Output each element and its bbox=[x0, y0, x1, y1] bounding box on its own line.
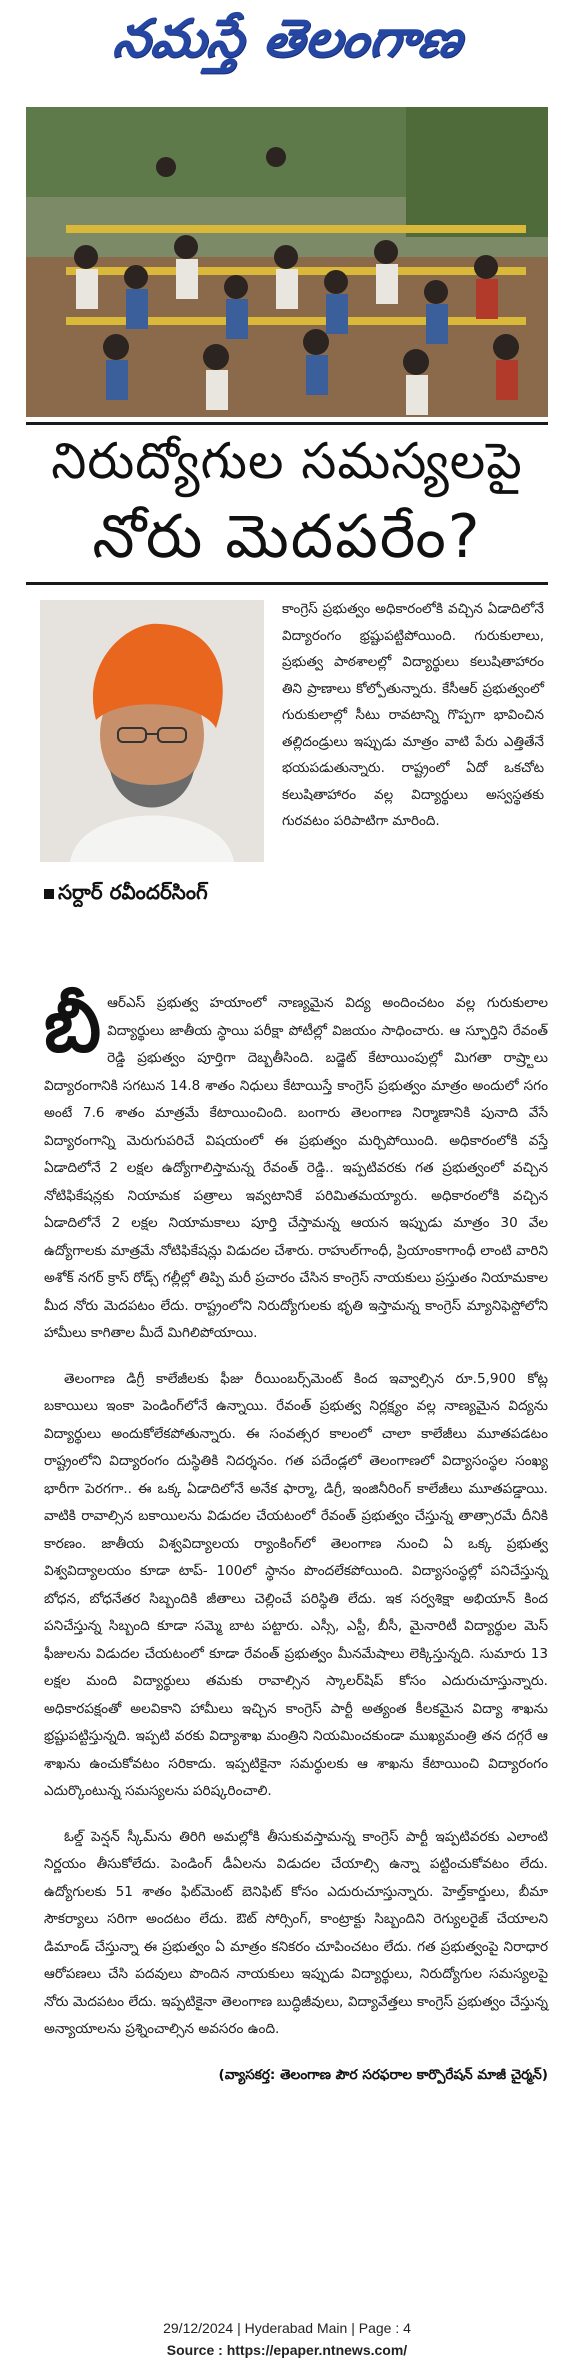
body-paragraph-2: తెలంగాణ డిగ్రీ కాలేజీలకు ఫీజు రీయింబర్స్‌మెంట్ కింద ఇవ్వాల్సిన రూ.5,900 కోట్ల బకాయిలు ఇంకా పెండింగ్‌లోనే ఉన్నాయి. రేవంత్ ప్రభుత్వ నిర్లక్ష్యం వల్ల నాణ్యమైన విద్యను విద్యార్థులు అందుకోలేకపోతున్నారు. ఈ సంవత్సర కాలంలో చాలా కాలేజీలు మూతపడటం రాష్ట్రంలోని విద్యారంగం దుస్థితికి నిదర్శనం. గత పదేండ్లలో తెలంగాణలో విద్యాసంస్థల సంఖ్య భారీగా పెరగగా.. ఈ ఒక్క ఏడాదిలోనే అనేక ఫార్మా, డిగ్రీ, ఇంజినీరింగ్ కాలేజీలు మూతపడ్డాయి. వాటికి రావాల్సిన బకాయిలను విడుదల చేయటంలో రేవంత్ ప్రభుత్వం చేస్తున్న తాత్సారమే దీనికి కారణం. జాతీయ విశ్వవిద్యాలయ ర్యాంకింగ్‌లో తెలంగాణ నుంచి ఏ ఒక్క ప్రభుత్వ విశ్వవిద్యాలయం కూడా టాప్- 100లో స్థానం పొందలేకపోయింది. విద్యాసంస్థల్లో పనిచేస్తున్న బోధన, బోధనేతర సిబ్బందికి జీతాలు చెల్లించే పరిస్థితి లేదు. ఇక సర్వశిక్షా అభియాన్ కింద పనిచేస్తున్న సిబ్బంది కూడా సమ్మె బాట పట్టారు. ఎస్సీ, ఎస్టీ, బీసీ, మైనారిటీ విద్యార్థుల మెస్ ఫీజులను విడుదల చేయటంలో కూడా రేవంత్ ప్రభుత్వం మీనమేషాలు లెక్కిస్తున్నది. సుమారు 13 లక్షల మంది విద్యార్థులు తమకు రావాల్సిన స్కాలర్‌షిప్ కోసం ఎదురుచూస్తున్నారు. అధికారపక్షంతో అలవికాని హామీలు ఇచ్చిన కాంగ్రెస్ పార్టీ అత్యంత కీలకమైన విద్యా శాఖను భ్రష్టుపట్టిస్తున్నది. ఇప్పటి వరకు విద్యాశాఖ మంత్రిని నియమించకుండా ముఖ్యమంత్రి తన దగ్గరే ఆ శాఖను ఉంచుకోవటం సరికాదు. ఇప్పటికైనా సమర్థులకు ఆ శాఖను కేటాయించి విద్యారంగం ఎదుర్కొంటున్న సమస్యలను పరిష్కరించాలి. bbox=[44, 1370, 548, 1799]
footer-edition-info: 29/12/2024 | Hyderabad Main | Page : 4 bbox=[163, 2320, 411, 2336]
headline-line-2: నోరు మెదపరేం? bbox=[92, 502, 482, 572]
masthead bbox=[0, 0, 574, 90]
body-paragraph-1-text: ఆర్‌ఎస్ ప్రభుత్వ హయాంలో నాణ్యమైన విద్య అందించటం వల్ల గురుకులాల విద్యార్థులు జాతీయ స్థాయి పరీక్షా పోటీల్లో విజయం సాధించారు. ఆ స్ఫూర్తిని రేవంత్ రెడ్డి ప్రభుత్వం పూర్తిగా దెబ్బతీసింది. బడ్జెట్ కేటాయింపుల్లో మిగతా రాష్ర్టాలు విద్యారంగానికి సగటున 14.8 శాతం నిధులు కేటాయిస్తే కాంగ్రెస్ ప్రభుత్వం మాత్రం అందులో సగం అంటే 7.6 శాతం మాత్రమే కేటాయించింది. బంగారు తెలంగాణ నిర్మాణానికి పునాది వేసే విద్యారంగాన్ని మెరుగుపరిచే విషయంలో ఈ ప్రభుత్వం మర్చిపోయింది. అధికారంలోకి వస్తే ఏడాదిలోనే 2 లక్షల ఉద్యోగాలిస్తామన్న రేవంత్ రెడ్డి.. ఇప్పటివరకు గత ప్రభుత్వంలో వచ్చిన నోటిఫికేషన్లకు నియామక పత్రాలు ఇవ్వటానికే పరిమితమయ్యారు. అధికారంలోకి వచ్చిన ఏడాదిలోనే 2 లక్షల నియామకాలు పూర్తి చేస్తామన్న ఆయన ఇప్పుడు మాత్రం 30 వేల ఉద్యోగాలకు మాత్రమే నోటిఫికేషన్లు విడుదల చేశారు. రాహుల్‌గాంధీ, ప్రియాంకాగాంధీ లాంటి వారిని అశోక్ నగర్ క్రాస్ రోడ్స్ గల్లీల్లో తిప్పి మరీ ప్రచారం చేసిన కాంగ్రెస్ నాయకులు ప్రస్తుతం నియామకాల మీద నోరు మెదపటం లేదు. రాష్ట్రంలోని నిరుద్యోగులకు భృతి ఇస్తామన్న కాంగ్రెస్ మ్యానిఫెస్టోలోని హామీలు కాగితాల మీదే మిగిలిపోయాయి. bbox=[44, 995, 548, 1341]
author-photo bbox=[40, 600, 264, 862]
protest-photo-illustration bbox=[26, 107, 548, 417]
author-name: సర్దార్ రవీందర్‌సింగ్ bbox=[58, 880, 208, 904]
byline-square-icon bbox=[44, 889, 54, 899]
body-paragraph-1 bbox=[44, 983, 548, 1348]
masthead-title: నమస్తే తెలంగాణ bbox=[109, 8, 467, 69]
byline bbox=[44, 880, 268, 909]
dropcap: బీ bbox=[44, 983, 102, 1069]
protest-photo bbox=[26, 107, 548, 417]
footer-source-link[interactable]: Source : https://epaper.ntnews.com/ bbox=[166, 2342, 408, 2358]
headline bbox=[26, 425, 548, 577]
headline-rule-bottom bbox=[26, 582, 548, 585]
intro-paragraph: కాంగ్రెస్ ప్రభుత్వం అధికారంలోకి వచ్చిన ఏడాదిలోనే విద్యారంగం భ్రష్టుపట్టిపోయింది. గురుకులాలు, ప్రభుత్వ పాఠశాలల్లో విద్యార్థులు కలుషితాహారం తిని ప్రాణాలు కోల్పోతున్నారు. కేసీఆర్ ప్రభుత్వంలో గురుకులాల్లో సీటు రావటాన్ని గొప్పగా భావించిన తల్లిదండ్రులు ఇప్పుడు మాత్రం వాటి పేరు ఎత్తితేనే భయపడుతున్నారు. రాష్ట్రంలో ఏదో ఒకచోట కలుషితాహారం వల్ల విద్యార్థులు అస్వస్థతకు గురవటం పరిపాటిగా మారింది. bbox=[282, 601, 544, 829]
body-paragraph-3: ఓల్డ్ పెన్షన్ స్కీమ్‌ను తిరిగి అమల్లోకి తీసుకువస్తామన్న కాంగ్రెస్ పార్టీ ఇప్పటివరకు ఎలాంటి నిర్ణయం తీసుకోలేదు. పెండింగ్ డీఏలను విడుదల చేయాల్సి ఉన్నా పట్టించుకోవటం లేదు. ఉద్యోగులకు 51 శాతం ఫిట్‌మెంట్ బెనిఫిట్ కోసం ఎదురుచూస్తున్నారు. హెల్త్‌కార్డులు, బీమా సౌకర్యాలు సరిగా అందటం లేదు. ఔట్ సోర్సింగ్, కాంట్రాక్టు సిబ్బందిని రెగ్యులరైజ్ చేయాలని డిమాండ్ చేస్తున్నా ఈ ప్రభుత్వం ఏ మాత్రం కనికరం చూపించటం లేదు. గత ప్రభుత్వంపై నిరాధార ఆరోపణలు చేసి పదవులు పొందిన నాయకులు ఇప్పుడు విద్యార్థులు, నిరుద్యోగుల సమస్యలపై నోరు మెదపటం లేదు. ఇప్పటికైనా తెలంగాణ బుద్ధిజీవులు, విద్యావేత్తలు కాంగ్రెస్ ప్రభుత్వం చేస్తున్న అన్యాయాలను ప్రశ్నించాల్సిన అవసరం ఉంది. bbox=[44, 1828, 548, 2037]
article-body bbox=[44, 983, 548, 2088]
author-signoff: (వ్యాసకర్త: తెలంగాణ పౌర సరఫరాల కార్పొరేషన్ మాజీ చైర్మన్) bbox=[218, 2066, 548, 2083]
author-portrait-illustration bbox=[40, 600, 264, 862]
headline-line-1: నిరుద్యోగుల సమస్యలపై bbox=[51, 432, 523, 490]
